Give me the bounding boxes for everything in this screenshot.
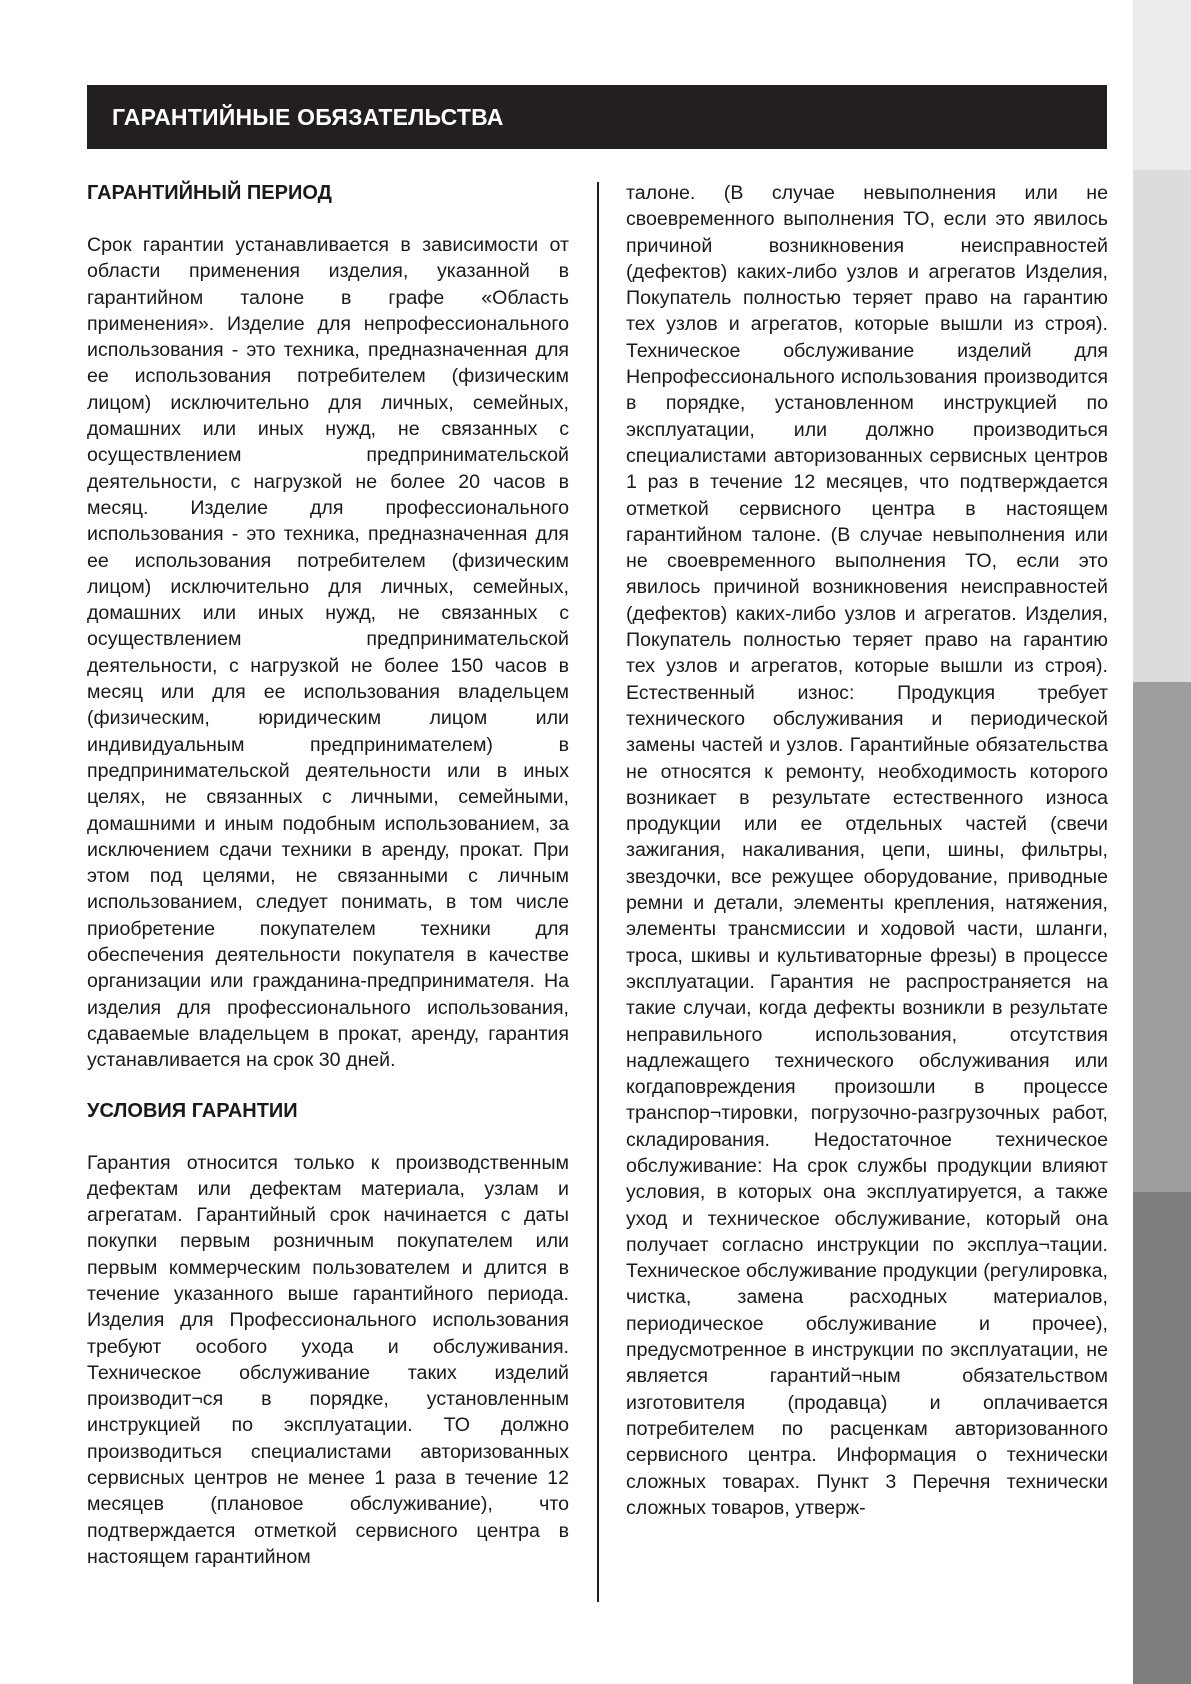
- warranty-period-heading: ГАРАНТИЙНЫЙ ПЕРИОД: [87, 182, 332, 204]
- left-column: [87, 180, 569, 1570]
- side-tab-strip-dark: [1133, 1192, 1191, 1684]
- page-title: ГАРАНТИЙНЫЕ ОБЯЗАТЕЛЬСТВА: [87, 85, 1107, 149]
- right-column: [626, 180, 1108, 1521]
- warranty-conditions-heading: УСЛОВИЯ ГАРАНТИИ: [87, 1099, 298, 1122]
- side-tab-strip-mid: [1133, 682, 1191, 1192]
- warranty-period-text: Срок гарантии устанавливается в зависимости от области применения изделия, указанной в гарантийном талоне в графе «Область применения». Изделие для непрофессионального использования - это техника, предназначенная для ее использования потребителем (физическим лицом) исключительно для личных, семейных, домашних или иных нужд, не связанных с осуществлением предпринимательской деятельности, с нагрузкой не более 20 часов в месяц. Изделие для профессионального использования - это техника, предназначенная для ее использования потребителем (физическим лицом) исключительно для личных, семейных, домашних или иных нужд, не связанных с осуществлением предпринимательской деятельности, с нагрузкой не более 150 часов в месяц или для ее использования владельцем (физическим, юридическим лицом или индивидуальным предпринимателем) в предпринимательской деятельности или в иных целях, не связанных с личными, семейными, домашними и иным подобным использованием, за исключением сдачи техники в аренду, прокат. При этом под целями, не связанными с личным использованием, следует понимать, в том числе приобретение покупателем техники для обеспечения деятельности покупателя в качестве организации или гражданина-предпринимателя. На изделия для профессионального использования, сдаваемые владельцем в прокат, аренду, гарантия устанавливается на срок 30 дней.: [87, 234, 569, 1072]
- side-tab-strip-pale: [1133, 170, 1191, 682]
- warranty-conditions-text: Гарантия относится только к производственным дефектам или дефектам материала, узлам и агрегатам. Гарантийный срок начинается с даты покупки первым розничным покупателем или первым коммерческим пользователем и длится в течение указанного выше гарантийного периода. Изделия для Профессионального использования требуют особого ухода и обслуживания. Техническое обслуживание таких изделий производит¬ся в порядке, установленным инструкцией по эксплуатации. ТО должно производиться специалистами авторизованных сервисных центров не менее 1 раза в течение 12 месяцев (плановое обслуживание), что подтверждается отметкой сервисного центра в настоящем гарантийном: [87, 1151, 569, 1568]
- column-divider: [597, 182, 599, 1602]
- warranty-conditions-continued-text: талоне. (В случае невыполнения или не своевременного выполнения ТО, если это явилось причиной возникновения неисправностей (дефектов) каких-либо узлов и агрегатов Изделия, Покупатель полностью теряет право на гарантию тех узлов и агрегатов, которые вышли из строя). Техническое обслуживание изделий для Непрофессионального использования производится в порядке, установленном инструкцией по эксплуатации, или должно производиться специалистами авторизованных сервисных центров 1 раз в течение 12 месяцев, что подтверждается отметкой сервисного центра в настоящем гарантийном талоне. (В случае невыполнения или не своевременного выполнения ТО, если это явилось причиной возникновения неисправностей (дефектов) каких-либо узлов и агрегатов. Изделия, Покупатель полностью теряет право на гарантию тех узлов и агрегатов, которые вышли из строя). Естественный износ: Продукция требует технического обслуживания и периодической замены частей и узлов. Гарантийные обязательства не относятся к ремонту, необходимость которого возникает в результате естественного износа продукции или ее отдельных частей (свечи зажигания, накаливания, цепи, шины, фильтры, звездочки, все режущее оборудование, приводные ремни и детали, элементы крепления, натяжения, элементы трансмиссии и ходовой части, шланги, троса, шкивы и культиваторные фрезы) в процессе эксплуатации. Гарантия не распространяется на такие случаи, когда дефекты возникли в результате неправильного использования, отсутствия надлежащего технического обслуживания или когдаповреждения произошли в процессе транспор¬тировки, погрузочно-разгрузочных работ, складирования. Недостаточное техническое обслуживание: На срок службы продукции влияют условия, в которых она эксплуатируется, а также уход и техническое обслуживание, который она получает согласно инструкции по эксплуа¬тации. Техническое обслуживание продукции (регулировка, чистка, замена расходных материалов, периодическое обслуживание и прочее), предусмотренное в инструкции по эксплуатации, не является гарантий¬ным обязательством изготовителя (продавца) и оплачивается потребителем по расценкам авторизованного сервисного центра. Информация о технически сложных товарах. Пункт 3 Перечня технически сложных товаров, утверж-: [626, 182, 1108, 1519]
- side-tab-strip-light: [1133, 0, 1191, 170]
